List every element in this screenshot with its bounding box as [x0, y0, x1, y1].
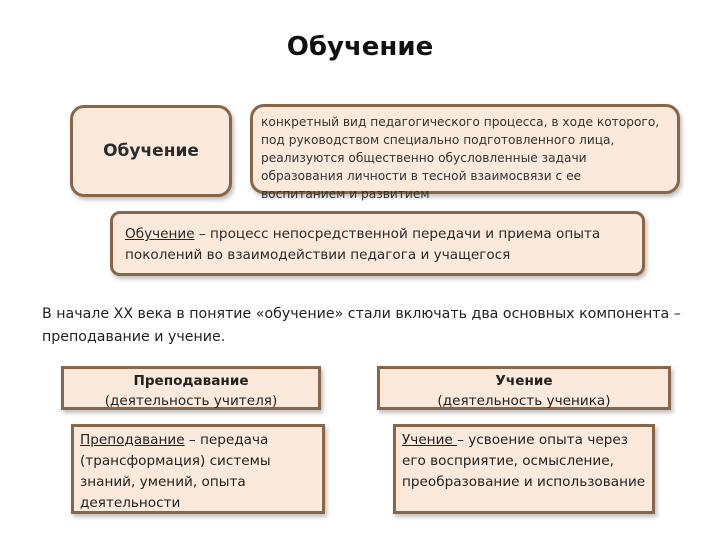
teaching-header [61, 366, 321, 410]
teaching-title: Преподавание [133, 373, 249, 389]
learning-subtitle: (деятельность ученика) [437, 393, 611, 409]
learning-header [377, 366, 671, 410]
learning-title: Учение [495, 373, 553, 389]
intro-paragraph: В начале XX века в понятие «обучение» стали включать два основных компонента – преподавание и учение. [42, 306, 681, 345]
process-definition-text: – процесс непосредственной передачи и приема опыта поколений во взаимодействии педагога и учащегося [125, 226, 601, 263]
learning-description-term: Учение [402, 432, 458, 448]
definition-box [250, 104, 680, 201]
process-definition-box [110, 211, 645, 276]
term-box [70, 105, 232, 197]
definition-text: конкретный вид педагогического процесса, в ходе которого, под руководством специально подготовленного лица, реализуются общественно обусловленные задачи образования личности в тесной взаимосвязи с ее воспитанием и развитием [261, 115, 660, 201]
learning-description-text: – усвоение опыта через его восприятие, осмысление, преобразование и использование [402, 432, 646, 490]
teaching-description [71, 424, 325, 514]
page-title: Обучение [286, 32, 434, 62]
teaching-description-text: – передача (трансформация) системы знаний, умений, опыта деятельности [80, 432, 271, 511]
process-definition-term: Обучение [125, 226, 195, 242]
teaching-subtitle: (деятельность учителя) [104, 393, 278, 409]
term-label: Обучение [103, 141, 199, 161]
learning-description [393, 424, 655, 514]
teaching-description-term: Преподавание [80, 432, 185, 448]
